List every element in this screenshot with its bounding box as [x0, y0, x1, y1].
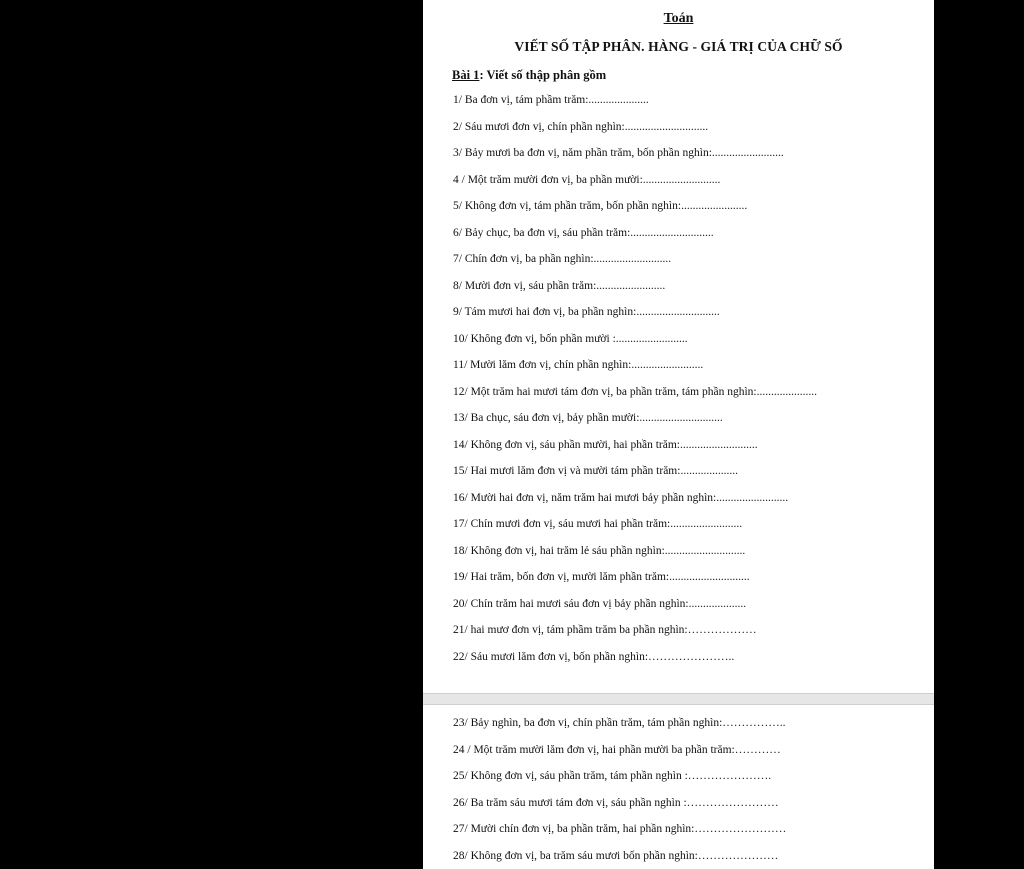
exercise-item: 22/ Sáu mươi lăm đơn vị, bốn phần nghìn:…………………..: [453, 650, 735, 663]
exercise-item: 20/ Chín trăm hai mươi sáu đơn vị bảy phần nghìn:....................: [453, 597, 747, 610]
exercise-item: 26/ Ba trăm sáu mươi tám đơn vị, sáu phần nghìn :……………………: [453, 796, 779, 809]
exercise-item: 6/ Bảy chục, ba đơn vị, sáu phần trăm:.............................: [453, 226, 714, 239]
page-separator: [423, 693, 934, 705]
exercise-item: 10/ Không đơn vị, bốn phần mười :.........................: [453, 332, 688, 345]
exercise-item: 4 / Một trăm mười đơn vị, ba phần mười:...........................: [453, 173, 721, 186]
exercise-item: 28/ Không đơn vị, ba trăm sáu mươi bốn phần nghìn:…………………: [453, 849, 779, 862]
exercise-item: 27/ Mười chín đơn vị, ba phần trăm, hai phần nghìn:……………………: [453, 823, 787, 835]
exercise-item: 3/ Bảy mươi ba đơn vị, năm phần trăm, bốn phần nghìn:.........................: [453, 147, 784, 159]
exercise-item-list: [453, 87, 817, 670]
exercise-item: 9/ Tám mươi hai đơn vị, ba phần nghìn:.............................: [453, 306, 720, 318]
exercise-item: 25/ Không đơn vị, sáu phần trăm, tám phần nghìn :………………….: [453, 770, 772, 782]
exercise-item: 17/ Chín mươi đơn vị, sáu mươi hai phần trăm:.........................: [453, 518, 743, 530]
document-page-1: [423, 0, 934, 693]
exercise-item: 15/ Hai mươi lăm đơn vị và mười tám phần trăm:....................: [453, 465, 738, 477]
exercise-item: 18/ Không đơn vị, hai trăm lẻ sáu phần nghìn:............................: [453, 544, 746, 557]
exercise-item: 1/ Ba đơn vị, tám phầm trăm:.....................: [453, 94, 649, 106]
exercise-item: 21/ hai mươ đơn vị, tám phầm trăm ba phần nghìn:………………: [453, 624, 757, 636]
exercise-item: 23/ Bảy nghìn, ba đơn vị, chín phần trăm, tám phần nghìn:……………..: [453, 717, 786, 729]
exercise-label: Bài 1: [452, 68, 480, 82]
exercise-item: 8/ Mười đơn vị, sáu phần trăm:........................: [453, 279, 666, 292]
exercise-item: 7/ Chín đơn vị, ba phần nghìn:...........................: [453, 253, 672, 265]
exercise-item: 14/ Không đơn vị, sáu phần mười, hai phần trăm:...........................: [453, 438, 758, 451]
exercise-item: 19/ Hai trăm, bốn đơn vị, mười lăm phần trăm:............................: [453, 571, 750, 583]
exercise-item: 16/ Mười hai đơn vị, năm trăm hai mươi bảy phần nghìn:.........................: [453, 491, 789, 504]
worksheet-title: VIẾT SỐ TẬP PHÂN. HÀNG - GIÁ TRỊ CỦA CHỮ SỐ: [514, 39, 843, 54]
document-page-2: [423, 705, 934, 869]
subject-heading: Toán: [663, 11, 694, 26]
exercise-item: 2/ Sáu mươi đơn vị, chín phần nghìn:.............................: [453, 120, 709, 133]
exercise-item: 11/ Mười lăm đơn vị, chín phần nghìn:.........................: [453, 359, 704, 371]
exercise-item: 5/ Không đơn vị, tám phần trăm, bốn phần nghìn:.......................: [453, 200, 748, 212]
exercise-item: 12/ Một trăm hai mươi tám đơn vị, ba phần trăm, tám phần nghìn:.....................: [453, 385, 817, 398]
exercise-heading: [452, 68, 606, 83]
exercise-instruction: : Viết số thập phân gồm: [479, 68, 607, 82]
exercise-item: 24 / Một trăm mười lăm đơn vị, hai phần mười ba phần trăm:…………: [453, 743, 781, 756]
exercise-item-list: [453, 710, 786, 869]
exercise-item: 13/ Ba chục, sáu đơn vị, bảy phần mười:.............................: [453, 412, 723, 424]
